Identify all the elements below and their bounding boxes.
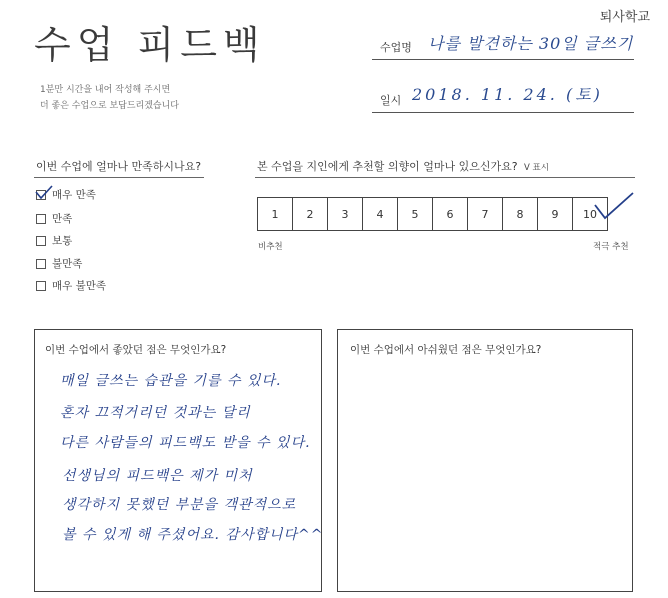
intro-text [40, 82, 179, 114]
class-name-value[interactable]: 나를 발견하는 30일 글쓰기 [428, 34, 634, 53]
good-points-line-3: 다른 사람들의 피드백도 받을 수 있다. [60, 435, 311, 451]
scale-cell-3[interactable]: 3 [327, 197, 363, 231]
scale-check-mark-icon [592, 191, 636, 225]
scale-cell-8[interactable]: 8 [502, 197, 538, 231]
option-neutral[interactable] [36, 233, 72, 248]
page-title: 수업 피드백 [34, 23, 266, 67]
checkbox[interactable] [36, 281, 46, 291]
scale-cell-1[interactable]: 1 [257, 197, 293, 231]
good-points-line-4: 선생님의 피드백은 제가 미처 [62, 468, 253, 484]
option-label: 매우 만족 [52, 189, 96, 201]
recommend-scale [257, 197, 608, 231]
scale-cell-2[interactable]: 2 [292, 197, 328, 231]
option-satisfied[interactable] [36, 211, 72, 226]
scale-high-label: 적극 추천 [593, 242, 629, 252]
good-points-line-1: 매일 글쓰는 습관을 기를 수 있다. [60, 373, 282, 389]
scale-cell-4[interactable]: 4 [362, 197, 398, 231]
date-label: 일시 [380, 94, 402, 107]
checkbox[interactable] [36, 236, 46, 246]
intro-line-2: 더 좋은 수업으로 보답드리겠습니다 [40, 101, 179, 111]
scale-cell-9[interactable]: 9 [537, 197, 573, 231]
good-points-line-2: 혼자 끄적거리던 것과는 달리 [60, 405, 251, 421]
regret-points-question: 이번 수업에서 아쉬웠던 점은 무엇인가요? [350, 344, 542, 356]
date-value[interactable]: 2018. 11. 24. (토) [412, 85, 603, 104]
option-very-dissatisfied[interactable] [36, 278, 106, 293]
scale-low-label: 비추천 [258, 242, 283, 252]
checkbox[interactable] [36, 190, 46, 200]
class-name-label: 수업명 [380, 41, 412, 54]
option-very-satisfied[interactable] [36, 187, 96, 202]
school-name: 퇴사학교 [599, 10, 650, 25]
recommend-divider [255, 177, 635, 178]
scale-cell-10[interactable]: 10 [572, 197, 608, 231]
intro-line-1: 1분만 시간을 내어 작성해 주시면 [40, 85, 171, 95]
good-points-line-5: 생각하지 못했던 부분을 객관적으로 [62, 497, 297, 513]
check-mark-icon [35, 185, 53, 201]
regret-points-box[interactable] [337, 329, 633, 592]
scale-cell-5[interactable]: 5 [397, 197, 433, 231]
good-points-question: 이번 수업에서 좋았던 점은 무엇인가요? [45, 344, 227, 356]
checkbox[interactable] [36, 259, 46, 269]
option-label: 매우 불만족 [52, 280, 107, 292]
option-label: 불만족 [52, 258, 83, 270]
recommend-question: 본 수업을 지인에게 추천할 의향이 얼마나 있으신가요? [257, 160, 518, 173]
checkbox[interactable] [36, 214, 46, 224]
class-name-underline [372, 59, 634, 60]
satisfaction-divider [34, 177, 204, 178]
scale-cell-7[interactable]: 7 [467, 197, 503, 231]
date-underline [372, 112, 634, 113]
recommend-hint: V 표시 [524, 163, 549, 173]
option-dissatisfied[interactable] [36, 256, 82, 271]
satisfaction-question: 이번 수업에 얼마나 만족하시나요? [36, 160, 202, 173]
option-label: 보통 [52, 235, 73, 247]
good-points-box[interactable] [34, 329, 322, 592]
good-points-line-6: 볼 수 있게 해 주셨어요. 감사합니다^^ [62, 527, 324, 543]
scale-cell-6[interactable]: 6 [432, 197, 468, 231]
option-label: 만족 [52, 213, 73, 225]
